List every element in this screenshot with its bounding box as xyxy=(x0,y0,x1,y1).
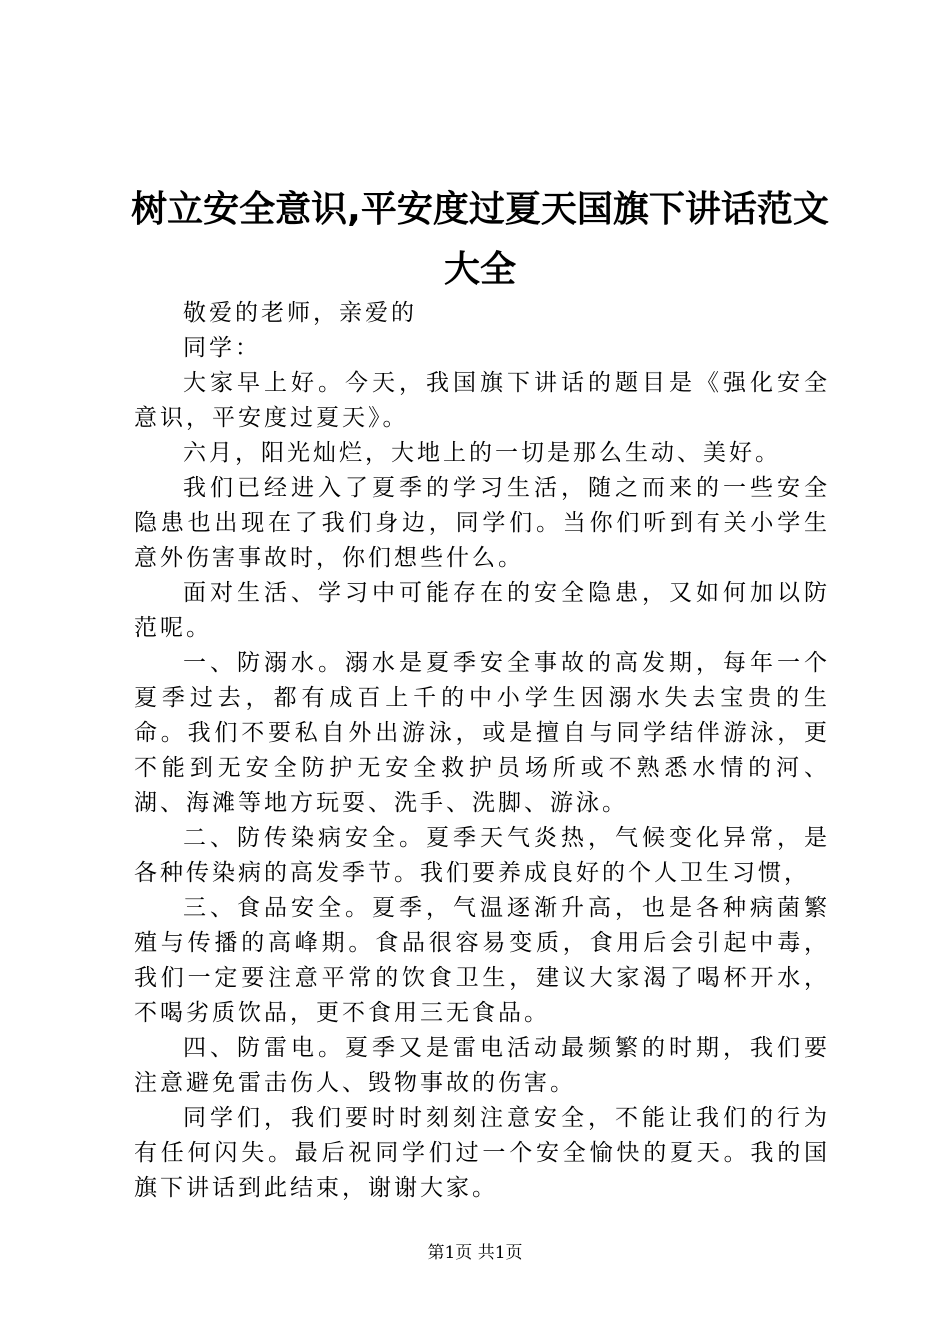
document-body xyxy=(134,296,830,1206)
paragraph: 二、防传染病安全。夏季天气炎热，气候变化异常，是各种传染病的高发季节。我们要养成良好的个人卫生习惯， xyxy=(134,825,830,886)
paragraph: 同学： xyxy=(183,335,261,361)
paragraph: 敬爱的老师，亲爱的 xyxy=(183,300,417,326)
paragraph: 面对生活、学习中可能存在的安全隐患，又如何加以防范呢。 xyxy=(134,580,830,641)
paragraph: 同学们，我们要时时刻刻注意安全，不能让我们的行为有任何闪失。最后祝同学们过一个安全愉快的夏天。我的国旗下讲话到此结束，谢谢大家。 xyxy=(134,1105,830,1201)
paragraph: 四、防雷电。夏季又是雷电活动最频繁的时期，我们要注意避免雷击伤人、毁物事故的伤害。 xyxy=(134,1035,830,1096)
paragraph: 大家早上好。今天，我国旗下讲话的题目是《强化安全意识，平安度过夏天》。 xyxy=(134,370,830,431)
paragraph: 三、食品安全。夏季，气温逐渐升高，也是各种病菌繁殖与传播的高峰期。食品很容易变质，食用后会引起中毒，我们一定要注意平常的饮食卫生，建议大家渴了喝杯开水，不喝劣质饮品，更不食用三无食品。 xyxy=(134,895,830,1026)
paragraph: 我们已经进入了夏季的学习生活，随之而来的一些安全隐患也出现在了我们身边，同学们。当你们听到有关小学生意外伤害事故时，你们想些什么。 xyxy=(134,475,830,571)
document-title: 树立安全意识,平安度过夏天国旗下讲话范文大全 xyxy=(131,189,829,290)
paragraph: 一、防溺水。溺水是夏季安全事故的高发期，每年一个夏季过去，都有成百上千的中小学生因溺水失去宝贵的生命。我们不要私自外出游泳，或是擅自与同学结伴游泳，更不能到无安全防护无安全救护员场所或不熟悉水情的河、湖、海滩等地方玩耍、洗手、洗脚、游泳。 xyxy=(134,650,830,816)
paragraph: 六月，阳光灿烂，大地上的一切是那么生动、美好。 xyxy=(183,440,781,466)
page-footer: 第1页 共1页 xyxy=(427,1243,523,1263)
